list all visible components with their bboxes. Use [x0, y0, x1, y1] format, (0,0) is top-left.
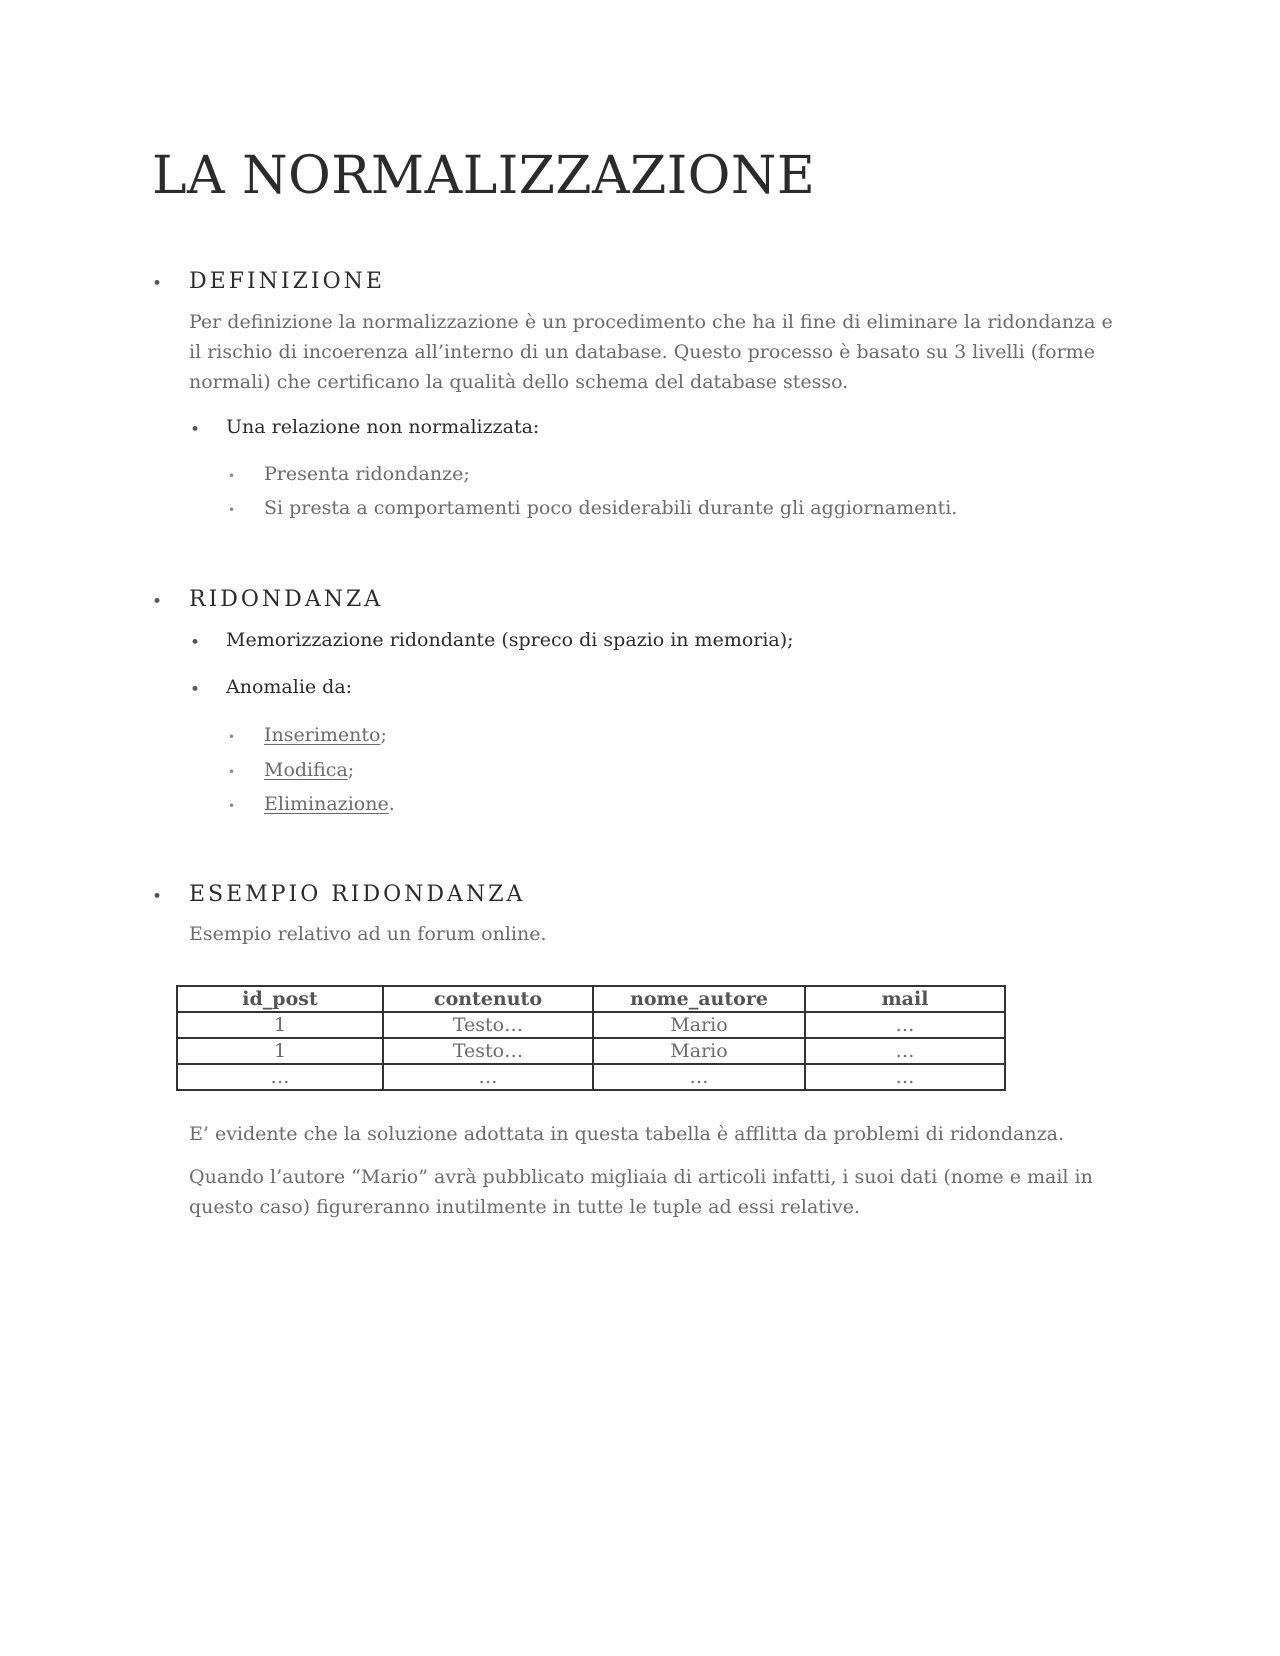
list-item: Memorizzazione ridondante (spreco di spazio in memoria); [226, 629, 794, 651]
bullet-icon: • [228, 469, 236, 483]
table-cell: Testo… [383, 1012, 593, 1038]
anomaly-link-inserimento[interactable]: Inserimento [264, 724, 381, 746]
section-heading-ridondanza: RIDONDANZA [189, 587, 384, 612]
bullet-icon: • [152, 887, 163, 907]
table-row [177, 1064, 1005, 1090]
example-intro: Esempio relativo ad un forum online. [189, 923, 547, 945]
sub-item-relazione: Una relazione non normalizzata: [226, 416, 540, 438]
bullet-icon: • [228, 799, 236, 813]
table-row [177, 1038, 1005, 1064]
anomaly-link-modifica[interactable]: Modifica [264, 759, 348, 781]
table-cell: … [805, 1038, 1005, 1064]
table-row [177, 1012, 1005, 1038]
sub-sub-item: Si presta a comportamenti poco desiderabili durante gli aggiornamenti. [264, 497, 958, 519]
bullet-icon: • [190, 680, 201, 700]
column-header: contenuto [383, 986, 593, 1012]
anomaly-item [264, 761, 354, 780]
anomaly-item [264, 795, 395, 814]
section-heading-esempio: ESEMPIO RIDONDANZA [189, 882, 526, 907]
anomaly-suffix: ; [347, 759, 355, 781]
column-header: id_post [177, 986, 383, 1012]
bullet-icon: • [228, 503, 236, 517]
table-cell: … [805, 1064, 1005, 1090]
table-cell: Mario [593, 1012, 805, 1038]
bullet-icon: • [152, 592, 163, 612]
table-cell: … [593, 1064, 805, 1090]
list-item: Anomalie da: [226, 676, 353, 698]
example-table [176, 985, 1006, 1091]
paragraph-line: il rischio di incoerenza all’interno di un database. Questo processo è basato su 3 livelli (forme [189, 341, 1095, 363]
table-cell: Mario [593, 1038, 805, 1064]
table-cell: … [383, 1064, 593, 1090]
bullet-icon: • [228, 730, 236, 744]
paragraph-line: normali) che certificano la qualità dello schema del database stesso. [189, 371, 849, 393]
section-heading-definizione: DEFINIZIONE [189, 269, 385, 294]
column-header: nome_autore [593, 986, 805, 1012]
paragraph-line: Quando l’autore “Mario” avrà pubblicato migliaia di articoli infatti, i suoi dati (nome e mail in [189, 1166, 1093, 1188]
bullet-icon: • [190, 633, 201, 653]
paragraph-line: Per definizione la normalizzazione è un procedimento che ha il fine di eliminare la ridondanza e [189, 311, 1113, 333]
table-cell: Testo… [383, 1038, 593, 1064]
anomaly-suffix: . [388, 793, 395, 815]
sub-sub-item: Presenta ridondanze; [264, 463, 470, 485]
table-cell: 1 [177, 1012, 383, 1038]
table-cell: … [805, 1012, 1005, 1038]
bullet-icon: • [152, 274, 163, 294]
definition-paragraph [189, 307, 1129, 397]
anomaly-link-eliminazione[interactable]: Eliminazione [264, 793, 389, 815]
page-title: LA NORMALIZZAZIONE [152, 146, 816, 206]
anomaly-item [264, 726, 387, 745]
table-cell: … [177, 1064, 383, 1090]
example-note: E’ evidente che la soluzione adottata in questa tabella è afflitta da problemi di ridondanza. [189, 1123, 1065, 1145]
table-header-row [177, 986, 1005, 1012]
paragraph-line: questo caso) figureranno inutilmente in tutte le tuple ad essi relative. [189, 1196, 861, 1218]
bullet-icon: • [190, 420, 201, 440]
example-conclusion [189, 1162, 1129, 1222]
column-header: mail [805, 986, 1005, 1012]
bullet-icon: • [228, 765, 236, 779]
table-cell: 1 [177, 1038, 383, 1064]
anomaly-suffix: ; [380, 724, 387, 746]
